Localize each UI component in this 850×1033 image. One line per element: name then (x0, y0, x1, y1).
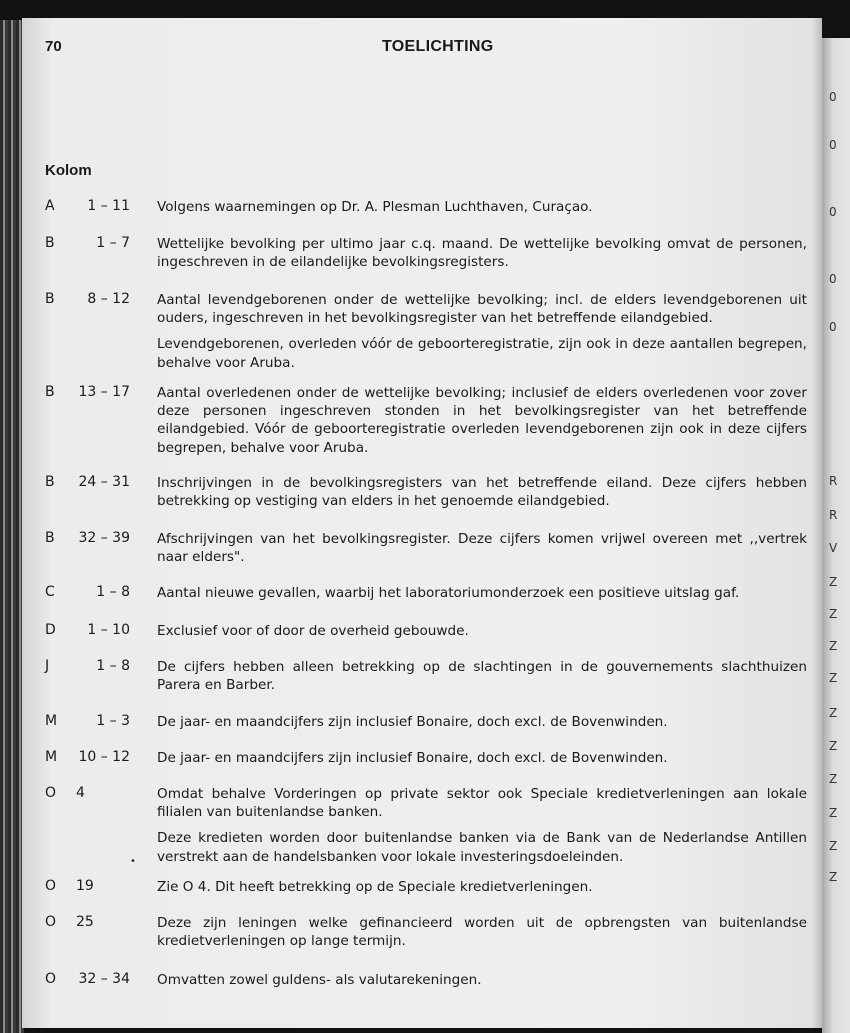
facing-page-margin-marks (827, 0, 850, 1033)
note-column-range: 1 – 8 (96, 584, 130, 600)
note-paragraph: Aantal nieuwe gevallen, waarbij het laboratoriumonderzoek een positieve uitslag gaf. (157, 585, 740, 601)
note-paragraph: Deze zijn leningen welke gefinancieerd worden uit de opbrengsten van buitenlandse kredietverleningen op lange termijn. (157, 915, 807, 950)
note-column-range: 10 – 12 (78, 749, 130, 765)
note-code: B (45, 235, 55, 251)
book-binding-edge (0, 20, 24, 1033)
note-code: B (45, 474, 55, 490)
note-paragraph: De jaar- en maandcijfers zijn inclusief Bonaire, doch excl. de Bovenwinden. (157, 750, 668, 766)
page-number: 70 (45, 38, 62, 55)
note-text (157, 914, 807, 950)
note-code: M (45, 749, 58, 765)
note-column-range: 1 – 7 (96, 235, 130, 251)
margin-mark: Z (829, 575, 838, 589)
margin-mark: 0 (829, 205, 837, 219)
note-text (157, 291, 807, 372)
note-text (157, 658, 807, 694)
note-paragraph: Omvatten zowel guldens- als valutarekeningen. (157, 972, 482, 988)
stray-mark: • (130, 856, 136, 867)
margin-mark: V (829, 541, 838, 555)
margin-mark: 0 (829, 90, 837, 104)
note-text (157, 235, 807, 271)
note-code: C (45, 584, 55, 600)
page-title: TOELICHTING (382, 38, 494, 55)
note-text (157, 384, 807, 457)
note-text (157, 622, 807, 640)
note-paragraph: De cijfers hebben alleen betrekking op de slachtingen in de gouvernements slachthuizen Parera en Barber. (157, 659, 807, 694)
note-text (157, 584, 807, 602)
note-paragraph: Aantal overledenen onder de wettelijke bevolking; inclusief de elders overledenen voor zover deze personen ingeschreven stonden in het bevolkingsregister van het betreffende eilandgebied. Vóór de geboorteregistratie overleden levendgeborenen zijn ook in deze cijfers begrepen, behalve voor Aruba. (157, 385, 807, 456)
note-text (157, 713, 807, 731)
note-code: A (45, 198, 55, 214)
document-page (22, 18, 822, 1028)
margin-mark: Z (829, 607, 838, 621)
note-paragraph: De jaar- en maandcijfers zijn inclusief Bonaire, doch excl. de Bovenwinden. (157, 714, 668, 730)
margin-mark: Z (829, 706, 838, 720)
note-code: B (45, 384, 55, 400)
margin-mark: 0 (829, 320, 837, 334)
note-text (157, 971, 807, 989)
note-column-range: 8 – 12 (87, 291, 130, 307)
margin-mark: Z (829, 839, 838, 853)
note-column-range: 32 – 34 (78, 971, 130, 987)
note-paragraph: Wettelijke bevolking per ultimo jaar c.q. maand. De wettelijke bevolking omvat de personen, ingeschreven in de eilandelijke bevolkingsregisters. (157, 236, 807, 271)
margin-mark: R (829, 508, 838, 522)
kolom-heading: Kolom (45, 162, 92, 179)
note-column-range: 13 – 17 (78, 384, 130, 400)
note-paragraph: Deze kredieten worden door buitenlandse banken via de Bank van de Nederlandse Antillen verstrekt aan de handelsbanken voor lokale investeringsdoeleinden. (157, 830, 807, 865)
margin-mark: 0 (829, 272, 837, 286)
margin-mark: Z (829, 671, 838, 685)
note-paragraph: Aantal levendgeborenen onder de wettelijke bevolking; incl. de elders levendgeborenen uit ouders, ingeschreven in het bevolkingsregister van het betreffende eilandgebied. (157, 292, 807, 327)
note-column-range: 32 – 39 (78, 530, 130, 546)
note-text (157, 474, 807, 510)
note-code: M (45, 713, 58, 729)
note-paragraph: Afschrijvingen van het bevolkingsregister. Deze cijfers komen vrijwel overeen met ,,vertrek naar elders". (157, 531, 807, 566)
note-column-range: 1 – 11 (87, 198, 130, 214)
note-paragraph: Exclusief voor of door de overheid gebouwde. (157, 623, 469, 639)
note-code: D (45, 622, 56, 638)
margin-mark: Z (829, 772, 838, 786)
note-text (157, 785, 807, 866)
note-column-range: 1 – 3 (96, 713, 130, 729)
note-code: O (45, 878, 57, 894)
note-text (157, 530, 807, 566)
note-column-range: 25 (76, 914, 94, 930)
margin-mark: Z (829, 739, 838, 753)
note-code: O (45, 914, 57, 930)
note-column-range: 19 (76, 878, 94, 894)
margin-mark: R (829, 474, 838, 488)
margin-mark: Z (829, 870, 838, 884)
note-code: B (45, 291, 55, 307)
note-text (157, 878, 807, 896)
margin-mark: 0 (829, 138, 837, 152)
note-column-range: 1 – 8 (96, 658, 130, 674)
note-text (157, 749, 807, 767)
note-column-range: 24 – 31 (78, 474, 130, 490)
note-paragraph: Volgens waarnemingen op Dr. A. Plesman Luchthaven, Curaçao. (157, 199, 593, 215)
note-code: B (45, 530, 55, 546)
note-text (157, 198, 807, 216)
note-paragraph: Omdat behalve Vorderingen op private sektor ook Speciale kredietverleningen aan lokale filialen van buitenlandse banken. (157, 786, 807, 821)
note-column-range: 1 – 10 (87, 622, 130, 638)
note-code: O (45, 971, 57, 987)
note-paragraph: Zie O 4. Dit heeft betrekking op de Speciale kredietverleningen. (157, 879, 593, 895)
note-code: O (45, 785, 57, 801)
note-code: J (45, 658, 50, 674)
note-paragraph: Levendgeborenen, overleden vóór de geboorteregistratie, zijn ook in deze aantallen begrepen, behalve voor Aruba. (157, 336, 807, 371)
margin-mark: Z (829, 639, 838, 653)
note-paragraph: Inschrijvingen in de bevolkingsregisters van het betreffende eiland. Deze cijfers hebben betrekking op vestiging van elders in het genoemde eilandgebied. (157, 475, 807, 510)
note-column-range: 4 (76, 785, 85, 801)
margin-mark: Z (829, 806, 838, 820)
